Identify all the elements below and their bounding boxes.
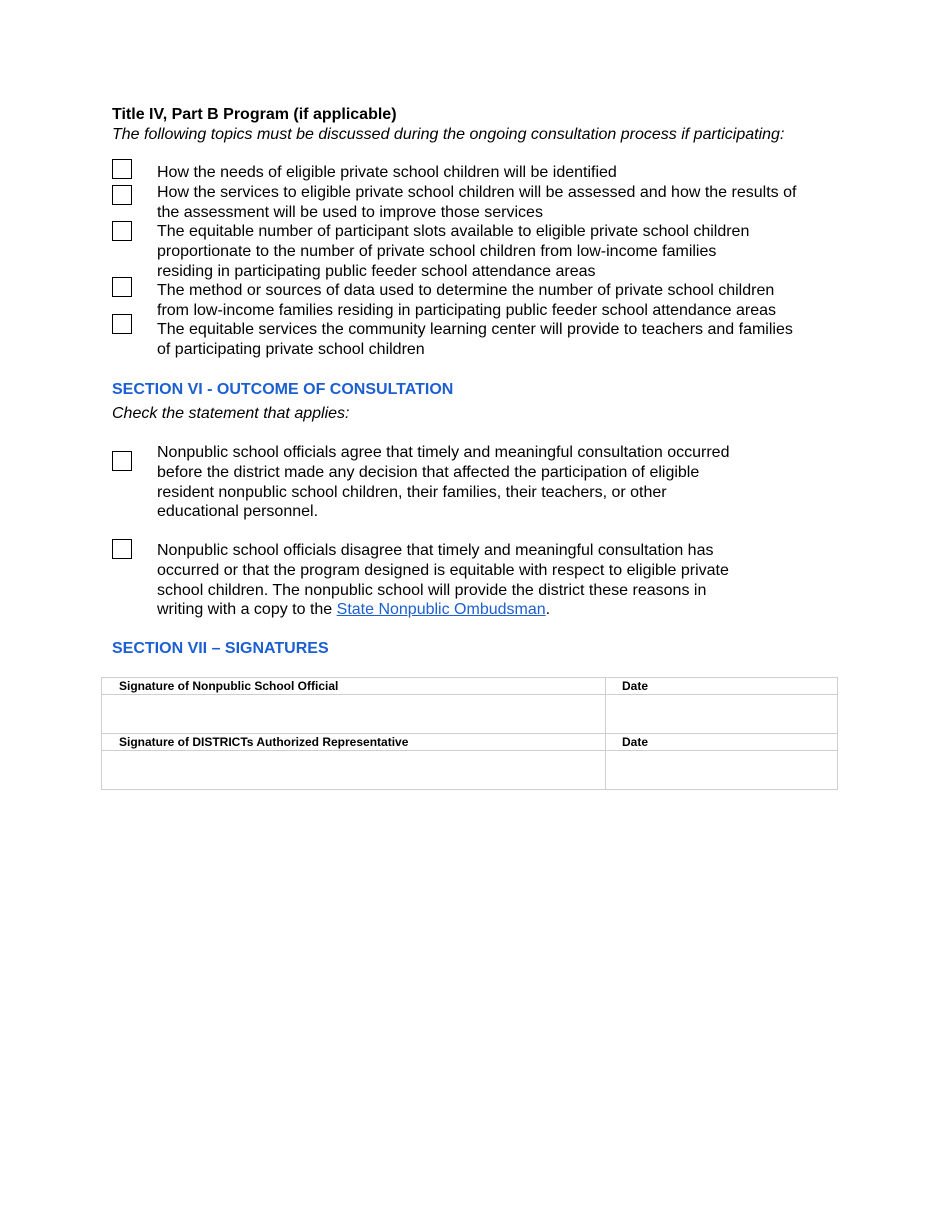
disagree-line-2: occurred or that the program designed is equitable with respect to eligible private bbox=[157, 561, 729, 579]
signature-input-row bbox=[102, 751, 838, 790]
topic-1-text bbox=[157, 163, 617, 183]
signature-table bbox=[101, 677, 838, 790]
official-date-label: Date bbox=[606, 678, 838, 695]
topic-2-line-2: the assessment will be used to improve those services bbox=[157, 203, 543, 221]
topic-5-text bbox=[157, 320, 793, 360]
ombudsman-link[interactable]: State Nonpublic Ombudsman bbox=[336, 601, 546, 619]
disagree-line-4-suffix: . bbox=[545, 601, 551, 619]
agree-checkbox[interactable] bbox=[112, 451, 132, 471]
agree-line-4: educational personnel. bbox=[157, 503, 319, 521]
topic-3-text bbox=[157, 222, 749, 281]
topic-5-line-1: The equitable services the community learning center will provide to teachers and families bbox=[157, 321, 793, 338]
rep-date-field[interactable] bbox=[606, 751, 838, 790]
disagree-statement bbox=[157, 541, 729, 620]
signature-input-row bbox=[102, 695, 838, 734]
topic-2-text bbox=[157, 183, 796, 223]
topic-3-line-2: proportionate to the number of private school children from low-income families bbox=[157, 242, 717, 260]
section-vi-instruction: Check the statement that applies: bbox=[112, 405, 350, 422]
agree-line-1: Nonpublic school officials agree that timely and meaningful consultation occurred bbox=[157, 444, 730, 461]
topic-1-line-1: How the needs of eligible private school children will be identified bbox=[157, 164, 617, 181]
agree-line-2: before the district made any decision that affected the participation of eligible bbox=[157, 463, 700, 481]
disagree-line-4 bbox=[157, 600, 729, 620]
title-iv-heading: Title IV, Part B Program (if applicable) bbox=[112, 106, 397, 123]
rep-date-label: Date bbox=[606, 734, 838, 751]
agree-statement bbox=[157, 443, 729, 522]
official-date-field[interactable] bbox=[606, 695, 838, 734]
topic-3-line-1: The equitable number of participant slots available to eligible private school children bbox=[157, 223, 750, 240]
topic-4-text bbox=[157, 281, 776, 321]
disagree-line-4-prefix: writing with a copy to the bbox=[157, 601, 337, 619]
topic-4-line-2: from low-income families residing in participating public feeder school attendance areas bbox=[157, 301, 776, 319]
title-iv-intro: The following topics must be discussed during the ongoing consultation process if participating: bbox=[112, 126, 785, 143]
topic-5-checkbox[interactable] bbox=[112, 314, 132, 334]
topic-1-checkbox[interactable] bbox=[112, 159, 132, 179]
signature-header-row bbox=[102, 734, 838, 751]
topic-5-line-2: of participating private school children bbox=[157, 340, 425, 358]
agree-line-3: resident nonpublic school children, their families, their teachers, or other bbox=[157, 483, 667, 501]
topic-4-line-1: The method or sources of data used to determine the number of private school children bbox=[157, 282, 775, 299]
topic-3-checkbox[interactable] bbox=[112, 221, 132, 241]
section-vi-heading: SECTION VI - OUTCOME OF CONSULTATION bbox=[112, 381, 454, 398]
rep-signature-field[interactable] bbox=[102, 751, 606, 790]
topic-2-checkbox[interactable] bbox=[112, 185, 132, 205]
disagree-line-1: Nonpublic school officials disagree that timely and meaningful consultation has bbox=[157, 542, 714, 559]
official-signature-label: Signature of Nonpublic School Official bbox=[102, 678, 606, 695]
topic-3-line-3: residing in participating public feeder school attendance areas bbox=[157, 262, 596, 280]
topic-2-line-1: How the services to eligible private school children will be assessed and how the results of bbox=[157, 184, 797, 201]
disagree-checkbox[interactable] bbox=[112, 539, 132, 559]
signature-header-row bbox=[102, 678, 838, 695]
topic-4-checkbox[interactable] bbox=[112, 277, 132, 297]
official-signature-field[interactable] bbox=[102, 695, 606, 734]
rep-signature-label: Signature of DISTRICTs Authorized Representative bbox=[102, 734, 606, 751]
section-vii-heading: SECTION VII – SIGNATURES bbox=[112, 640, 329, 657]
disagree-line-3: school children. The nonpublic school will provide the district these reasons in bbox=[157, 581, 707, 599]
